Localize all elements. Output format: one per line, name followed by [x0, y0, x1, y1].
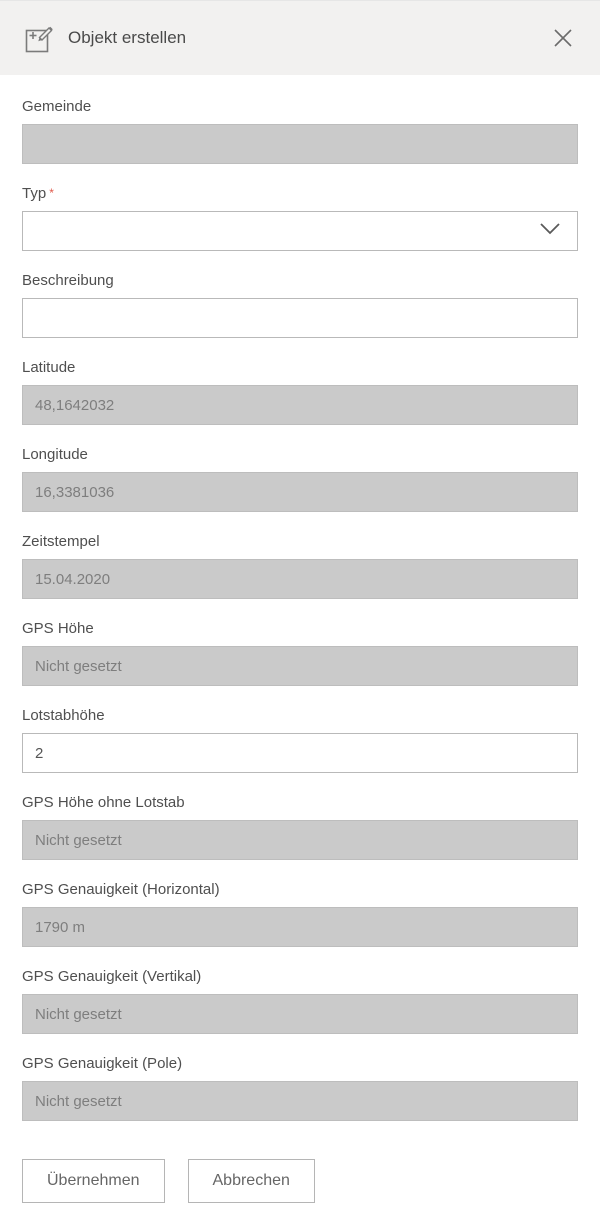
field-gps-genauigkeit-horizontal	[22, 880, 578, 947]
required-asterisk: *	[49, 186, 54, 200]
gps-genauigkeit-horizontal-label: GPS Genauigkeit (Horizontal)	[22, 881, 220, 898]
latitude-input	[22, 385, 578, 425]
longitude-label: Longitude	[22, 446, 88, 463]
cancel-button[interactable]: Abbrechen	[188, 1159, 315, 1203]
longitude-input	[22, 472, 578, 512]
typ-select[interactable]	[22, 211, 578, 251]
apply-button[interactable]: Übernehmen	[22, 1159, 165, 1203]
field-gps-hoehe	[22, 619, 578, 686]
close-icon[interactable]	[548, 23, 578, 53]
field-lotstabhoehe	[22, 706, 578, 773]
dialog-title: Objekt erstellen	[68, 28, 187, 47]
field-gps-hoehe-ohne-lotstab	[22, 793, 578, 860]
gps-genauigkeit-horizontal-input	[22, 907, 578, 947]
latitude-label: Latitude	[22, 359, 76, 376]
gps-hoehe-ohne-lotstab-input	[22, 820, 578, 860]
field-gps-genauigkeit-vertikal	[22, 967, 578, 1034]
create-object-icon	[22, 21, 54, 55]
gemeinde-label: Gemeinde	[22, 98, 92, 115]
zeitstempel-label: Zeitstempel	[22, 533, 100, 550]
gps-hoehe-label: GPS Höhe	[22, 620, 94, 637]
zeitstempel-input	[22, 559, 578, 599]
gemeinde-input	[22, 124, 578, 164]
field-longitude	[22, 445, 578, 512]
field-typ	[22, 184, 578, 251]
lotstabhoehe-label: Lotstabhöhe	[22, 707, 105, 724]
object-form	[0, 75, 600, 1227]
field-gps-genauigkeit-pole	[22, 1054, 578, 1121]
gps-hoehe-input	[22, 646, 578, 686]
field-latitude	[22, 358, 578, 425]
field-gemeinde	[22, 97, 578, 164]
gps-genauigkeit-pole-label: GPS Genauigkeit (Pole)	[22, 1055, 183, 1072]
dialog-header	[0, 1, 600, 75]
beschreibung-label: Beschreibung	[22, 272, 114, 289]
field-beschreibung	[22, 271, 578, 338]
gps-genauigkeit-vertikal-label: GPS Genauigkeit (Vertikal)	[22, 968, 202, 985]
beschreibung-input[interactable]	[22, 298, 578, 338]
chevron-down-icon	[539, 222, 561, 241]
lotstabhoehe-input[interactable]	[22, 733, 578, 773]
field-zeitstempel	[22, 532, 578, 599]
gps-hoehe-ohne-lotstab-label: GPS Höhe ohne Lotstab	[22, 794, 185, 811]
button-row	[22, 1141, 578, 1227]
typ-label: Typ *	[22, 185, 54, 202]
gps-genauigkeit-pole-input	[22, 1081, 578, 1121]
gps-genauigkeit-vertikal-input	[22, 994, 578, 1034]
